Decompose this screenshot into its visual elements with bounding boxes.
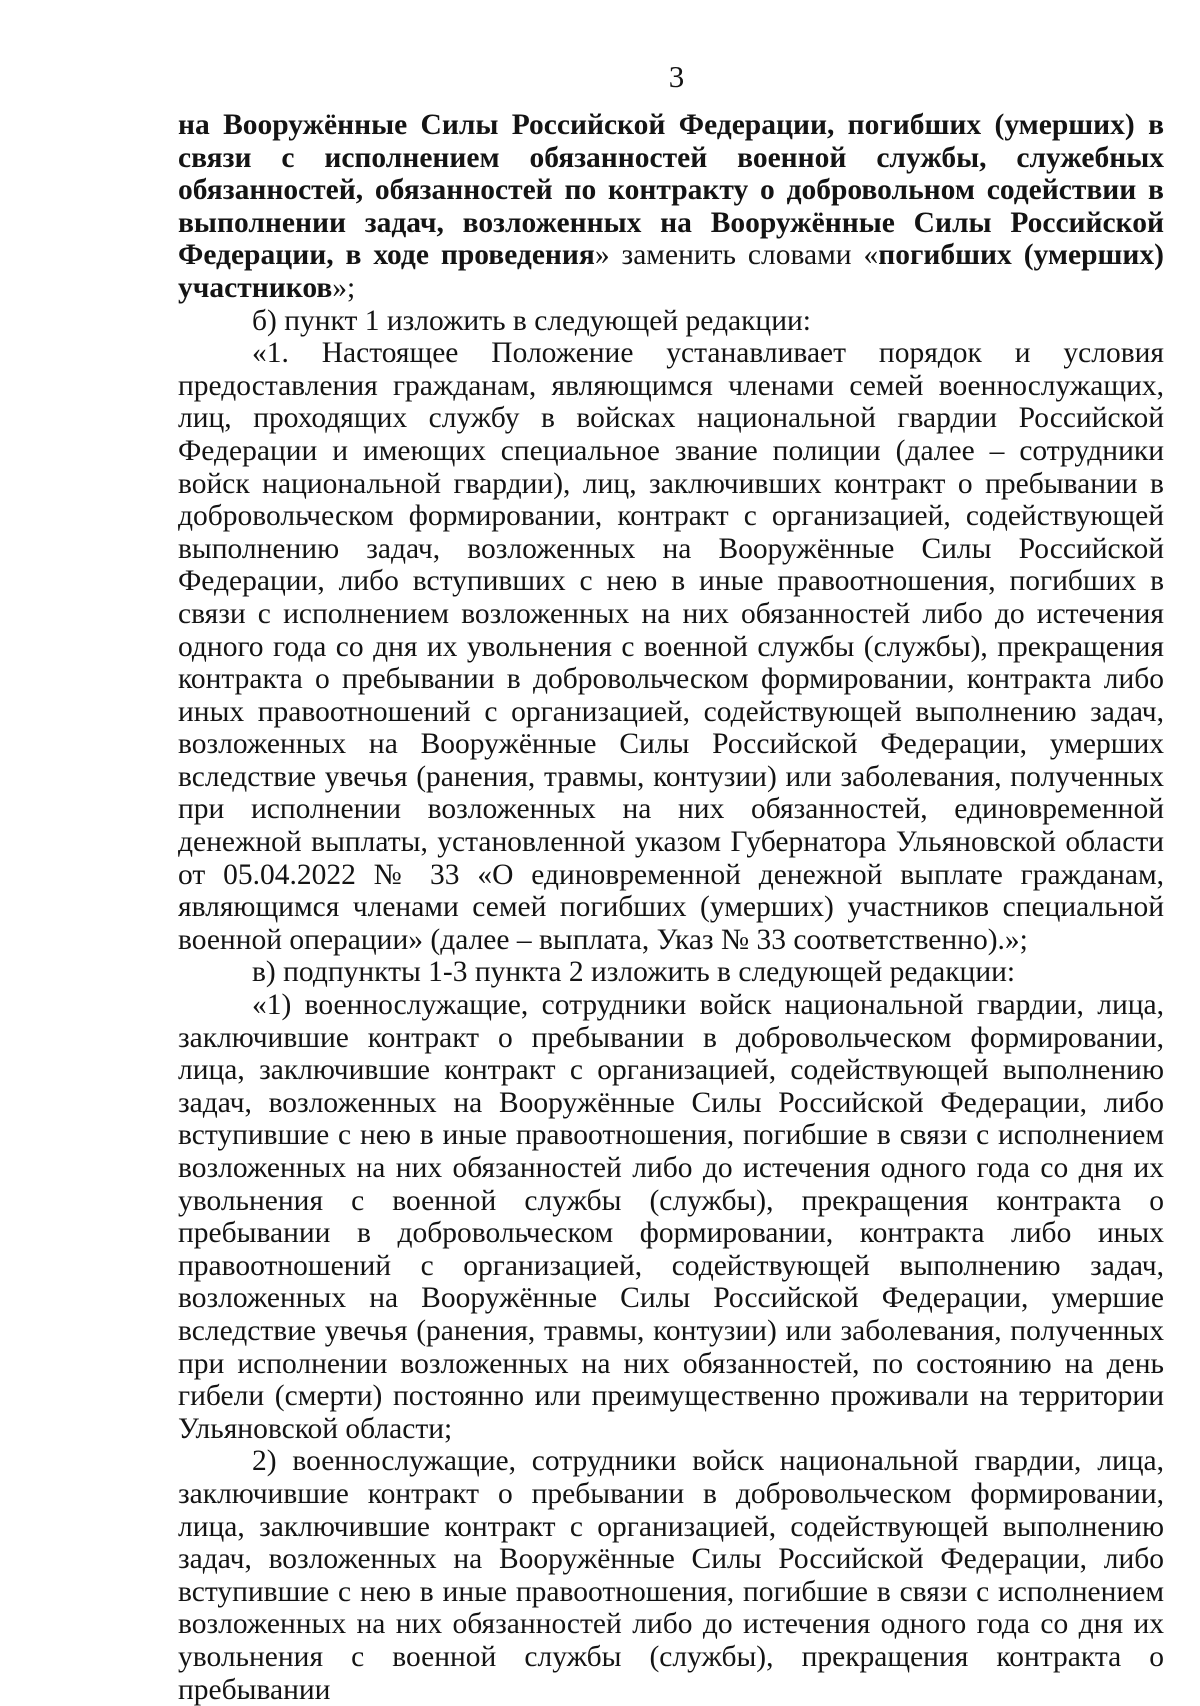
intro-paragraph	[178, 109, 1164, 305]
document-body	[178, 109, 1164, 1706]
item-v-paragraph: в) подпункты 1-3 пункта 2 изложить в следующей редакции:	[252, 956, 1016, 989]
page-number: 3	[668, 59, 685, 94]
item-b-paragraph: б) пункт 1 изложить в следующей редакции:	[252, 304, 811, 337]
intro-closing-text: »;	[332, 271, 356, 304]
intro-bold-replacement: погибших (умерших) участников	[178, 239, 1164, 304]
intro-plain-text: » заменить словами «	[594, 239, 879, 272]
clause-1-paragraph: «1. Настоящее Положение устанавливает порядок и условия предоставления гражданам, являющимся членами семей военнослужащих, лиц, проходящих службу в войсках национальной гвардии Российской Федерации и имеющих специальное звание полиции (далее – сотрудники войск национальной гвардии), лиц, заключивших контракт о пребывании в добровольческом формировании, контракт с организацией, содействующей выполнению задач, возложенных на Вооружённые Силы Российской Федерации, либо вступивших с нею в иные правоотношения, погибших в связи с исполнением возложенных на них обязанностей либо до истечения одного года со дня их увольнения с военной службы (службы), прекращения контракта о пребывании в добровольческом формировании, контракта либо иных правоотношений с организацией, содействующей выполнению задач, возложенных на Вооружённые Силы Российской Федерации, умерших вследствие увечья (ранения, травмы, контузии) или заболевания, полученных при исполнении возложенных на них обязанностей, единовременной денежной выплаты, установленной указом Губернатора Ульяновской области от 05.04.2022 № 33 «О единовременной денежной выплате гражданам, являющимся членами семей погибших (умерших) участников специальной военной операции» (далее – выплата, Указ № 33 соответственно).»;	[178, 337, 1164, 956]
subclause-1-paragraph: «1) военнослужащие, сотрудники войск национальной гвардии, лица, заключившие контракт о пребывании в добровольческом формировании, лица, заключившие контракт с организацией, содействующей выполнению задач, возложенных на Вооружённые Силы Российской Федерации, либо вступившие с нею в иные правоотношения, погибшие в связи с исполнением возложенных на них обязанностей либо до истечения одного года со дня их увольнения с военной службы (службы), прекращения контракта о пребывании в добровольческом формировании, контракта либо иных правоотношений с организацией, содействующей выполнению задач, возложенных на Вооружённые Силы Российской Федерации, умершие вследствие увечья (ранения, травмы, контузии) или заболевания, полученных при исполнении возложенных на них обязанностей, по состоянию на день гибели (смерти) постоянно или преимущественно проживали на территории Ульяновской области;	[178, 989, 1164, 1445]
subclause-2-paragraph: 2) военнослужащие, сотрудники войск национальной гвардии, лица, заключившие контракт о пребывании в добровольческом формировании, лица, заключившие контракт с организацией, содействующей выполнению задач, возложенных на Вооружённые Силы Российской Федерации, либо вступившие с нею в иные правоотношения, погибшие в связи с исполнением возложенных на них обязанностей либо до истечения одного года со дня их увольнения с военной службы (службы), прекращения контракта о пребывании	[178, 1445, 1164, 1706]
intro-bold-text: на Вооружённые Силы Российской Федерации, погибших (умерших) в связи с исполнением обязанностей военной службы, служебных обязанностей, обязанностей по контракту о добровольном содействии в выполнении задач, возложенных на Вооружённые Силы Российской Федерации, в ходе проведения	[178, 109, 1164, 272]
